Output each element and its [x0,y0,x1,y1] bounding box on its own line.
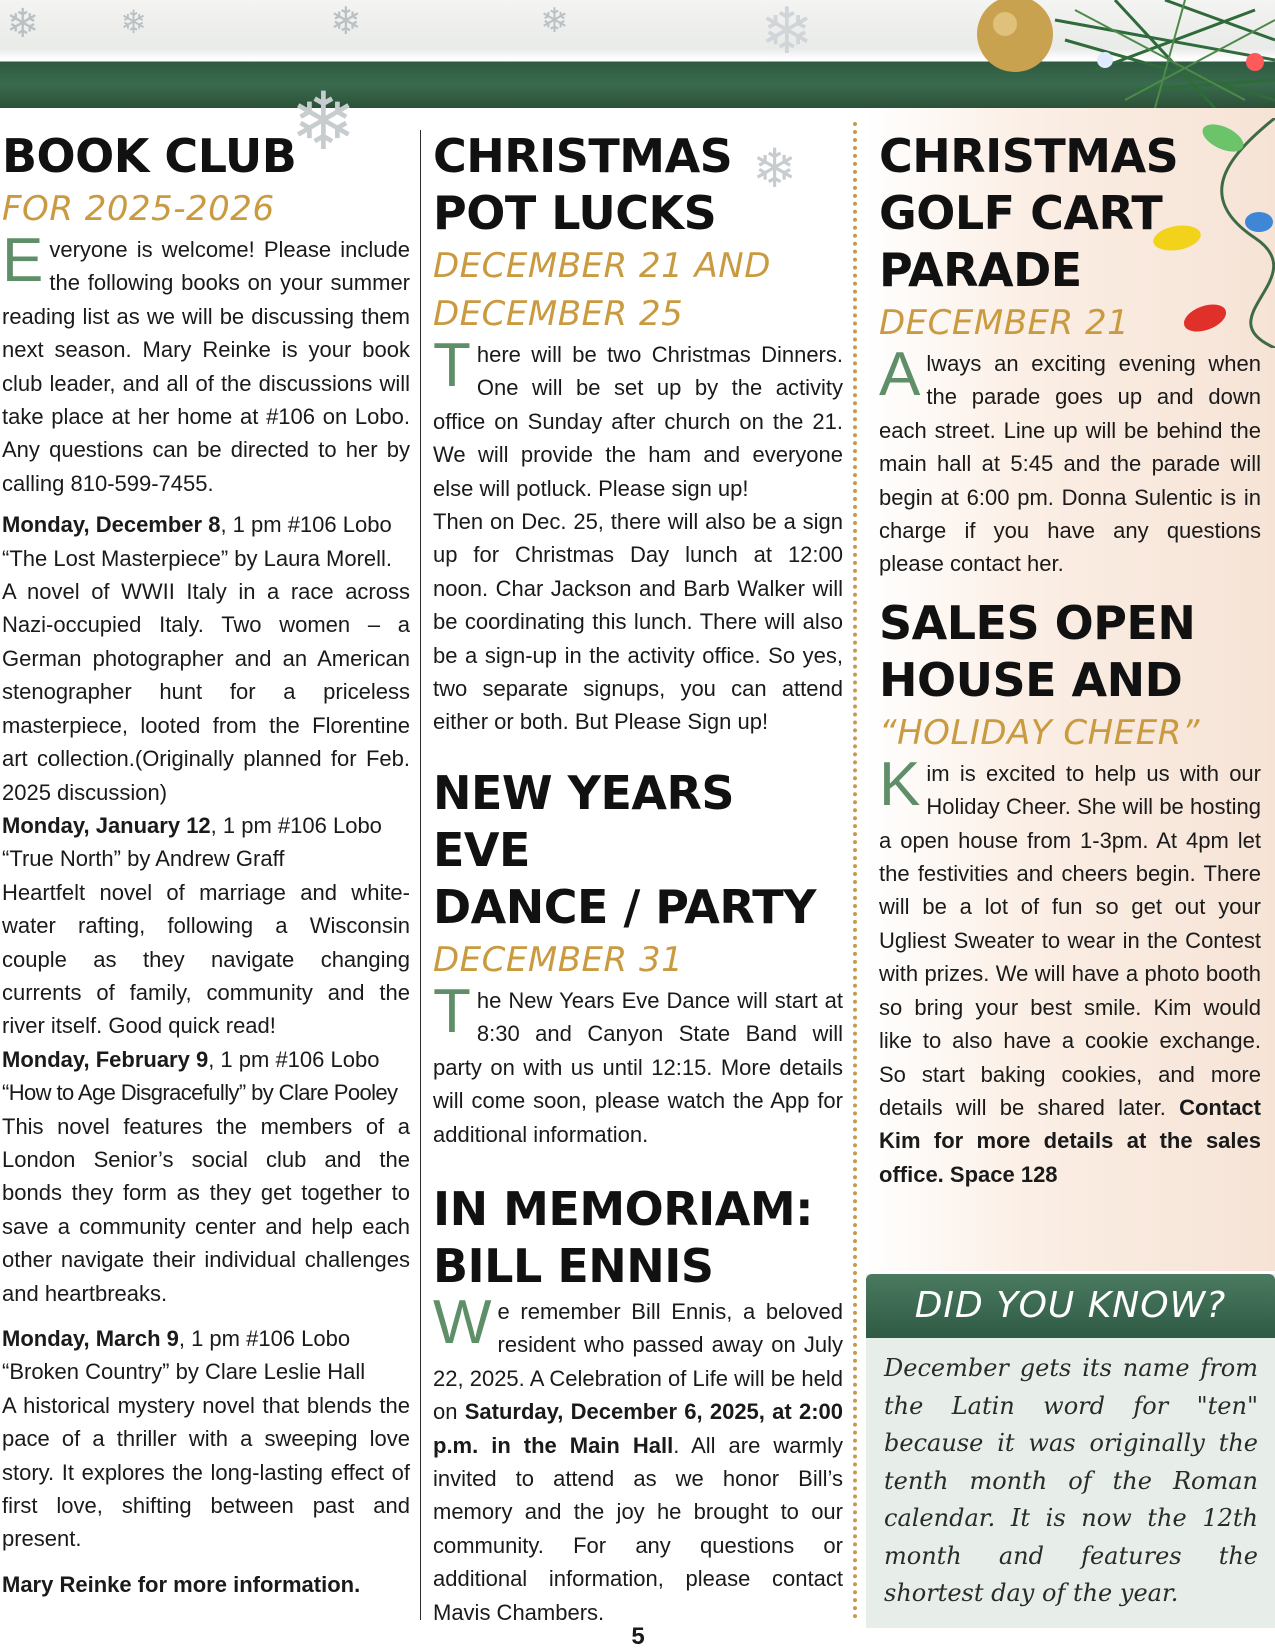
snowflake-icon: ❄ [540,1,569,41]
column-divider [420,130,421,1620]
drop-cap: T [433,331,471,400]
parade-subtitle: DECEMBER 21 [879,303,1130,343]
sales-open-house-section [879,595,1261,1191]
book-entry: Monday, December 8, 1 pm #106 Lobo “The Lost Masterpiece” by Laura Morell. [2,512,393,571]
parade-section [879,128,1261,581]
book-entry: Monday, March 9, 1 pm #106 Lobo “Broken Country” by Clare Leslie Hall [2,1326,366,1385]
new-years-title: NEW YEARS EVE DANCE / PARTY [433,765,816,934]
sales-text: Kim is excited to help us with our Holiday Cheer. She will be hosting a open house from 1-3pm. At 4pm let the festivities and cheers begin. There will be a lot of fun so get out your Ugliest Sweater to wear in the Contest with prizes. We will have a photo booth so bring your best smile. Kim would like to also have a cookie exchange. So start baking cookies, and more details will be shared later. Contact Kim for more details at the sales office. Space 128 [879,749,1261,1187]
snowflake-icon: ❄ [6,1,40,47]
memoriam-section [433,1181,843,1629]
book-description: A novel of WWII Italy in a race across Nazi-occupied Italy. Two women – a German photographer and an American stenographer hunt for a priceless masterpiece, looted from the Florentine art collection.(Originally planned for Feb. 2025 discussion) [2,579,410,805]
did-you-know-text: December gets its name from the Latin word for "ten" because it was originally the tenth month of the Roman calendar. It is now the 12th month and features the shortest day of the year. [884,1354,1258,1607]
book-club-section [2,128,410,1601]
page-number: 5 [631,1623,645,1650]
snowflake-icon: ❄ [760,0,814,69]
header-banner [0,0,1275,108]
did-you-know-box [866,1274,1275,1628]
book-description: Heartfelt novel of marriage and white-water rafting, following a Wisconsin couple as they navigate changing currents of family, community and the river itself. Good quick read! [2,879,410,1039]
sales-title: SALES OPEN HOUSE AND [879,595,1196,707]
book-club-subtitle: FOR 2025-2026 [2,189,275,229]
parade-title: CHRISTMAS GOLF CART PARADE [879,129,1179,297]
parade-sales-column [879,128,1261,1191]
did-you-know-heading: DID YOU KNOW? [866,1274,1275,1338]
sales-subtitle: “HOLIDAY CHEER” [879,712,1200,753]
drop-cap: W [433,1287,492,1357]
potluck-section [433,128,843,739]
potluck-title: CHRISTMAS POT LUCKS [433,129,733,240]
drop-cap: A [879,340,921,409]
snowflake-icon: ❄ [290,75,358,168]
snowflake-icon: ❄ [752,137,798,200]
book-description: This novel features the members of a London Senior’s social club and the bonds they form as they get together to save a community center and help each other navigate their individual challenges and heartbreaks. [2,1113,410,1306]
new-years-section [433,765,843,1151]
book-club-title: BOOK CLUB [2,129,297,183]
book-description: A historical mystery novel that blends the pace of a thriller with a sweeping love story. It explores the long-lasting effect of first love, shifting between past and present. [2,1392,410,1552]
snowflake-icon: ❄ [330,0,362,43]
book-entry: Monday, February 9, 1 pm #106 Lobo “How to Age Disgracefully” by Clare Pooley [2,1046,398,1106]
book-entry: Monday, January 12, 1 pm #106 Lobo “True North” by Andrew Graff [2,812,382,872]
memoriam-title: IN MEMORIAM: BILL ENNIS [433,1181,814,1293]
drop-cap: E [2,226,44,295]
potluck-text-2: Then on Dec. 25, there will also be a sign up for Christmas Day lunch at 12:00 noon. Char Jackson and Barb Walker will be coordinating this lunch. There will also be a sign-up in the activity office. So yes, two separate signups, you can attend either or both. But Please Sign up! [433,509,843,735]
book-club-intro: Everyone is welcome! Please include the following books on your summer reading list as we will be discussing them next season. Mary Reinke is your book club leader, and all of the discussions will take place at her home at #106 on Lobo. Any questions can be directed to her by calling 810-599-7455. [2,226,410,496]
drop-cap: T [433,976,471,1046]
potluck-text: There will be two Christmas Dinners. One will be set up by the activity office on Sunday after church on the 21. We will provide the ham and everyone else will potluck. Please sign up! [433,331,843,501]
events-column [433,128,843,1629]
memoriam-text: We remember Bill Ennis, a beloved resident who passed away on July 22, 2025. A Celebration of Life will be held on Saturday, December 6, 2025, at 2:00 p.m. in the Main Hall. All are warmly invited to attend as we honor Bill’s memory and the joy he brought to our community. For any questions or additional information, please contact Mavis Chambers. [433,1287,843,1625]
new-years-text: The New Years Eve Dance will start at 8:30 and Canyon State Band will party on with us until 12:15. More details will come soon, please watch the App for additional information. [433,976,843,1147]
drop-cap: K [879,749,921,819]
pine-branches-ornament-decoration [915,0,1275,108]
snowflake-icon: ❄ [120,3,147,41]
book-club-closing: Mary Reinke for more information. [2,1571,361,1597]
potluck-subtitle: DECEMBER 21 AND DECEMBER 25 [433,246,771,334]
parade-text: Always an exciting evening when the parade goes up and down each street. Line up will be behind the main hall at 5:45 and the parade will begin at 6:00 pm. Donna Sulentic is in charge if you have any questions please contact her. [879,340,1261,577]
new-years-subtitle: DECEMBER 31 [433,939,684,980]
dotted-column-divider [853,122,857,1620]
